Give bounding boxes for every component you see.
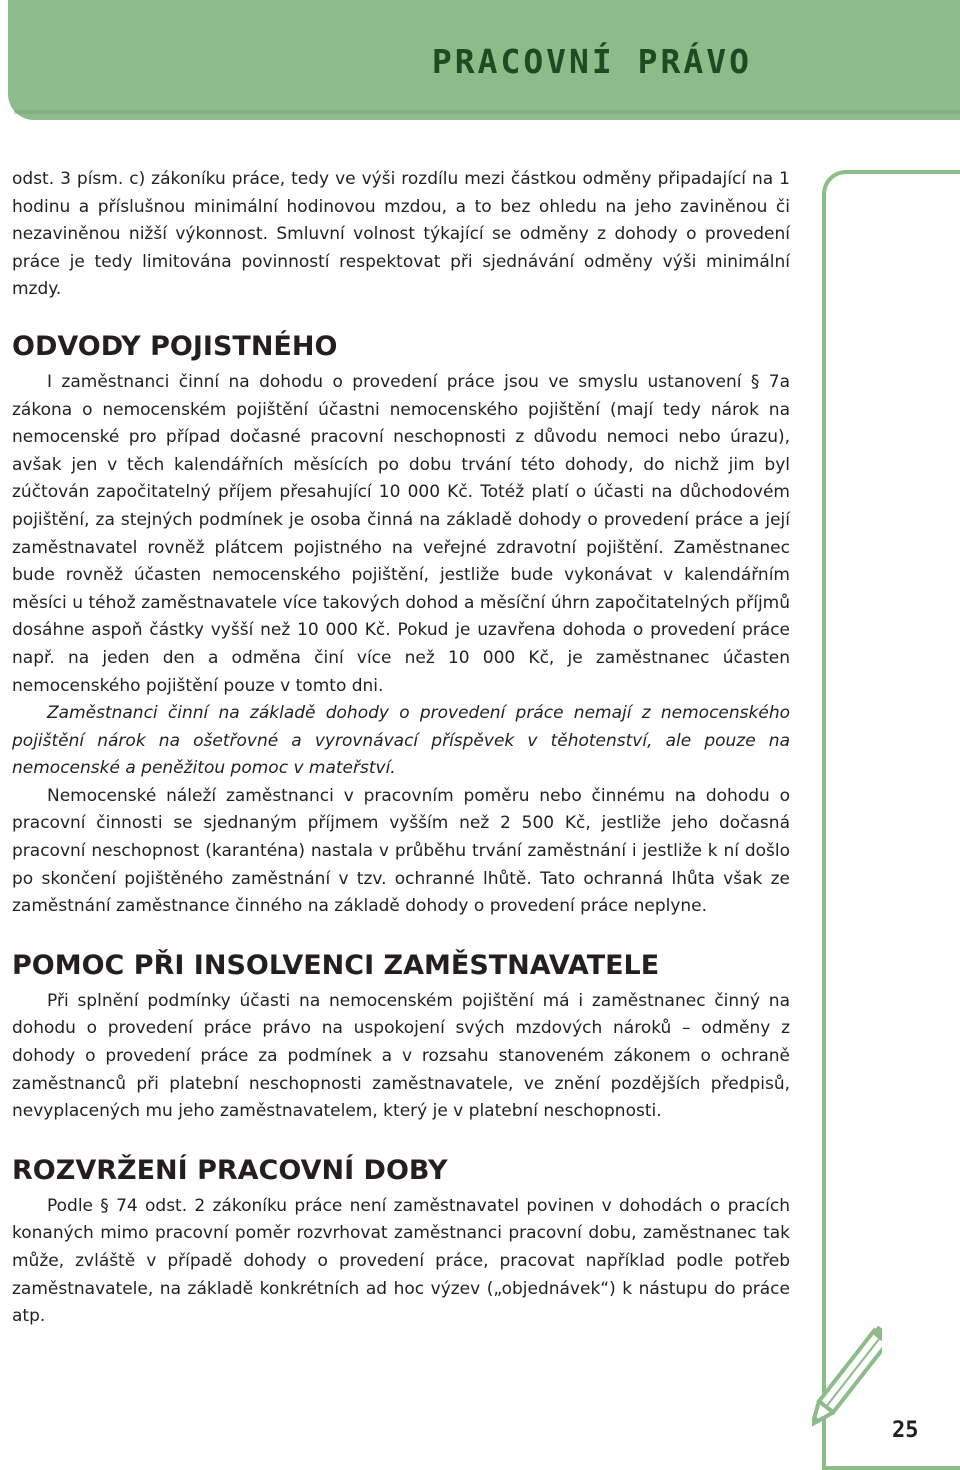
page-title: PRACOVNÍ PRÁVO [431,42,752,81]
section-heading-rozvrzeni: ROZVRŽENÍ PRACOVNÍ DOBY [12,1154,448,1186]
pencil-icon [812,1318,882,1442]
rozvrzeni-paragraph-1: Podle § 74 odst. 2 zákoníku práce není zaměstnavatel povinen v dohodách o pracích konaných mimo pracovní poměr rozvrhovat zaměstnanci pracovní dobu, zaměstnanec tak může, zvláště v případě dohody o provedení práce, pracovat například podle potřeb zaměstnavatele, na základě konkrétních ad hoc výzev („objednávek“) k nástupu do práce atp. [12,1195,790,1327]
odvody-paragraph-2: Zaměstnanci činní na základě dohody o provedení práce nemají z nemocenského pojištění nárok na ošetřovné a vyrovnávací příspěvek v těhotenství, ale pouze na nemocenské a peněžitou pomoc v mateřství. [12,703,790,779]
side-margin-frame [822,170,960,1470]
page-header [0,0,960,120]
pomoc-paragraph-1: Při splnění podmínky účasti na nemocenském pojištění má i zaměstnanec činný na dohodu o provedení práce právo na uspokojení svých mzdových nároků – odměny z dohody o provedení práce za podmínek a v rozsahu stanoveném zákonem o ochraně zaměstnanců při platební neschopnosti zaměstnavatele, ve znění pozdějších předpisů, nevyplacených mu jeho zaměstnavatelem, který je v platební neschopnosti. [12,990,790,1122]
section-heading-odvody: ODVODY POJISTNÉHO [12,330,338,362]
section-heading-pomoc: POMOC PŘI INSOLVENCI ZAMĚSTNAVATELE [12,949,660,981]
odvody-paragraph-1: I zaměstnanci činní na dohodu o provedení práce jsou ve smyslu ustanovení § 7a zákona o nemocenském pojištění účastni nemocenského pojištění (mají tedy nárok na nemocenské pro případ dočasné pracovní neschopnosti z důvodu nemoci nebo úrazu), avšak jen v těch kalendářních měsících po dobu trvání této dohody, do nichž jim byl zúčtován započitatelný příjem přesahující 10 000 Kč. Totéž platí o účasti na důchodovém pojištění, za stejných podmínek je osoba činná na základě dohody o provedení práce a její zaměstnavatel rovněž plátcem pojistného na veřejné zdravotní pojištění. Zaměstnanec bude rovněž účasten nemocenského pojištění, jestliže bude vykonávat v kalendářním měsíci u téhož zaměstnavatele více takových dohod a měsíční úhrn započitatelných příjmů dosáhne aspoň částky vyšší než 10 000 Kč. Pokud je uzavřena dohoda o provedení práce např. na jeden den a odměna činí více než 10 000 Kč, je zaměstnanec účasten nemocenského pojištění pouze v tomto dni. [12,371,790,696]
intro-paragraph: odst. 3 písm. c) zákoníku práce, tedy ve výši rozdílu mezi částkou odměny připadající na 1 hodinu a příslušnou minimální hodinovou mzdou, a to bez ohledu na jeho zaviněnou či nezaviněnou nižší výkonnost. Smluvní volnost týkající se odměny z dohody o provedení práce je tedy limitována povinností respektovat při sjednávání odměny výši minimální mzdy. [12,169,790,300]
page-number: 25 [892,1418,919,1443]
main-content [12,166,790,1331]
odvody-paragraph-3: Nemocenské náleží zaměstnanci v pracovním poměru nebo činnému na dohodu o pracovní činnosti se sjednaným příjmem vyšším než 2 500 Kč, jestliže jeho dočasná pracovní neschopnost (karanténa) nastala v průběhu trvání zaměstnání i jestliže k ní došlo po skončení pojištěného zaměstnání v tzv. ochranné lhůtě. Tato ochranná lhůta však ze zaměstnání zaměstnance činného na základě dohody o provedení práce neplyne. [12,785,790,917]
